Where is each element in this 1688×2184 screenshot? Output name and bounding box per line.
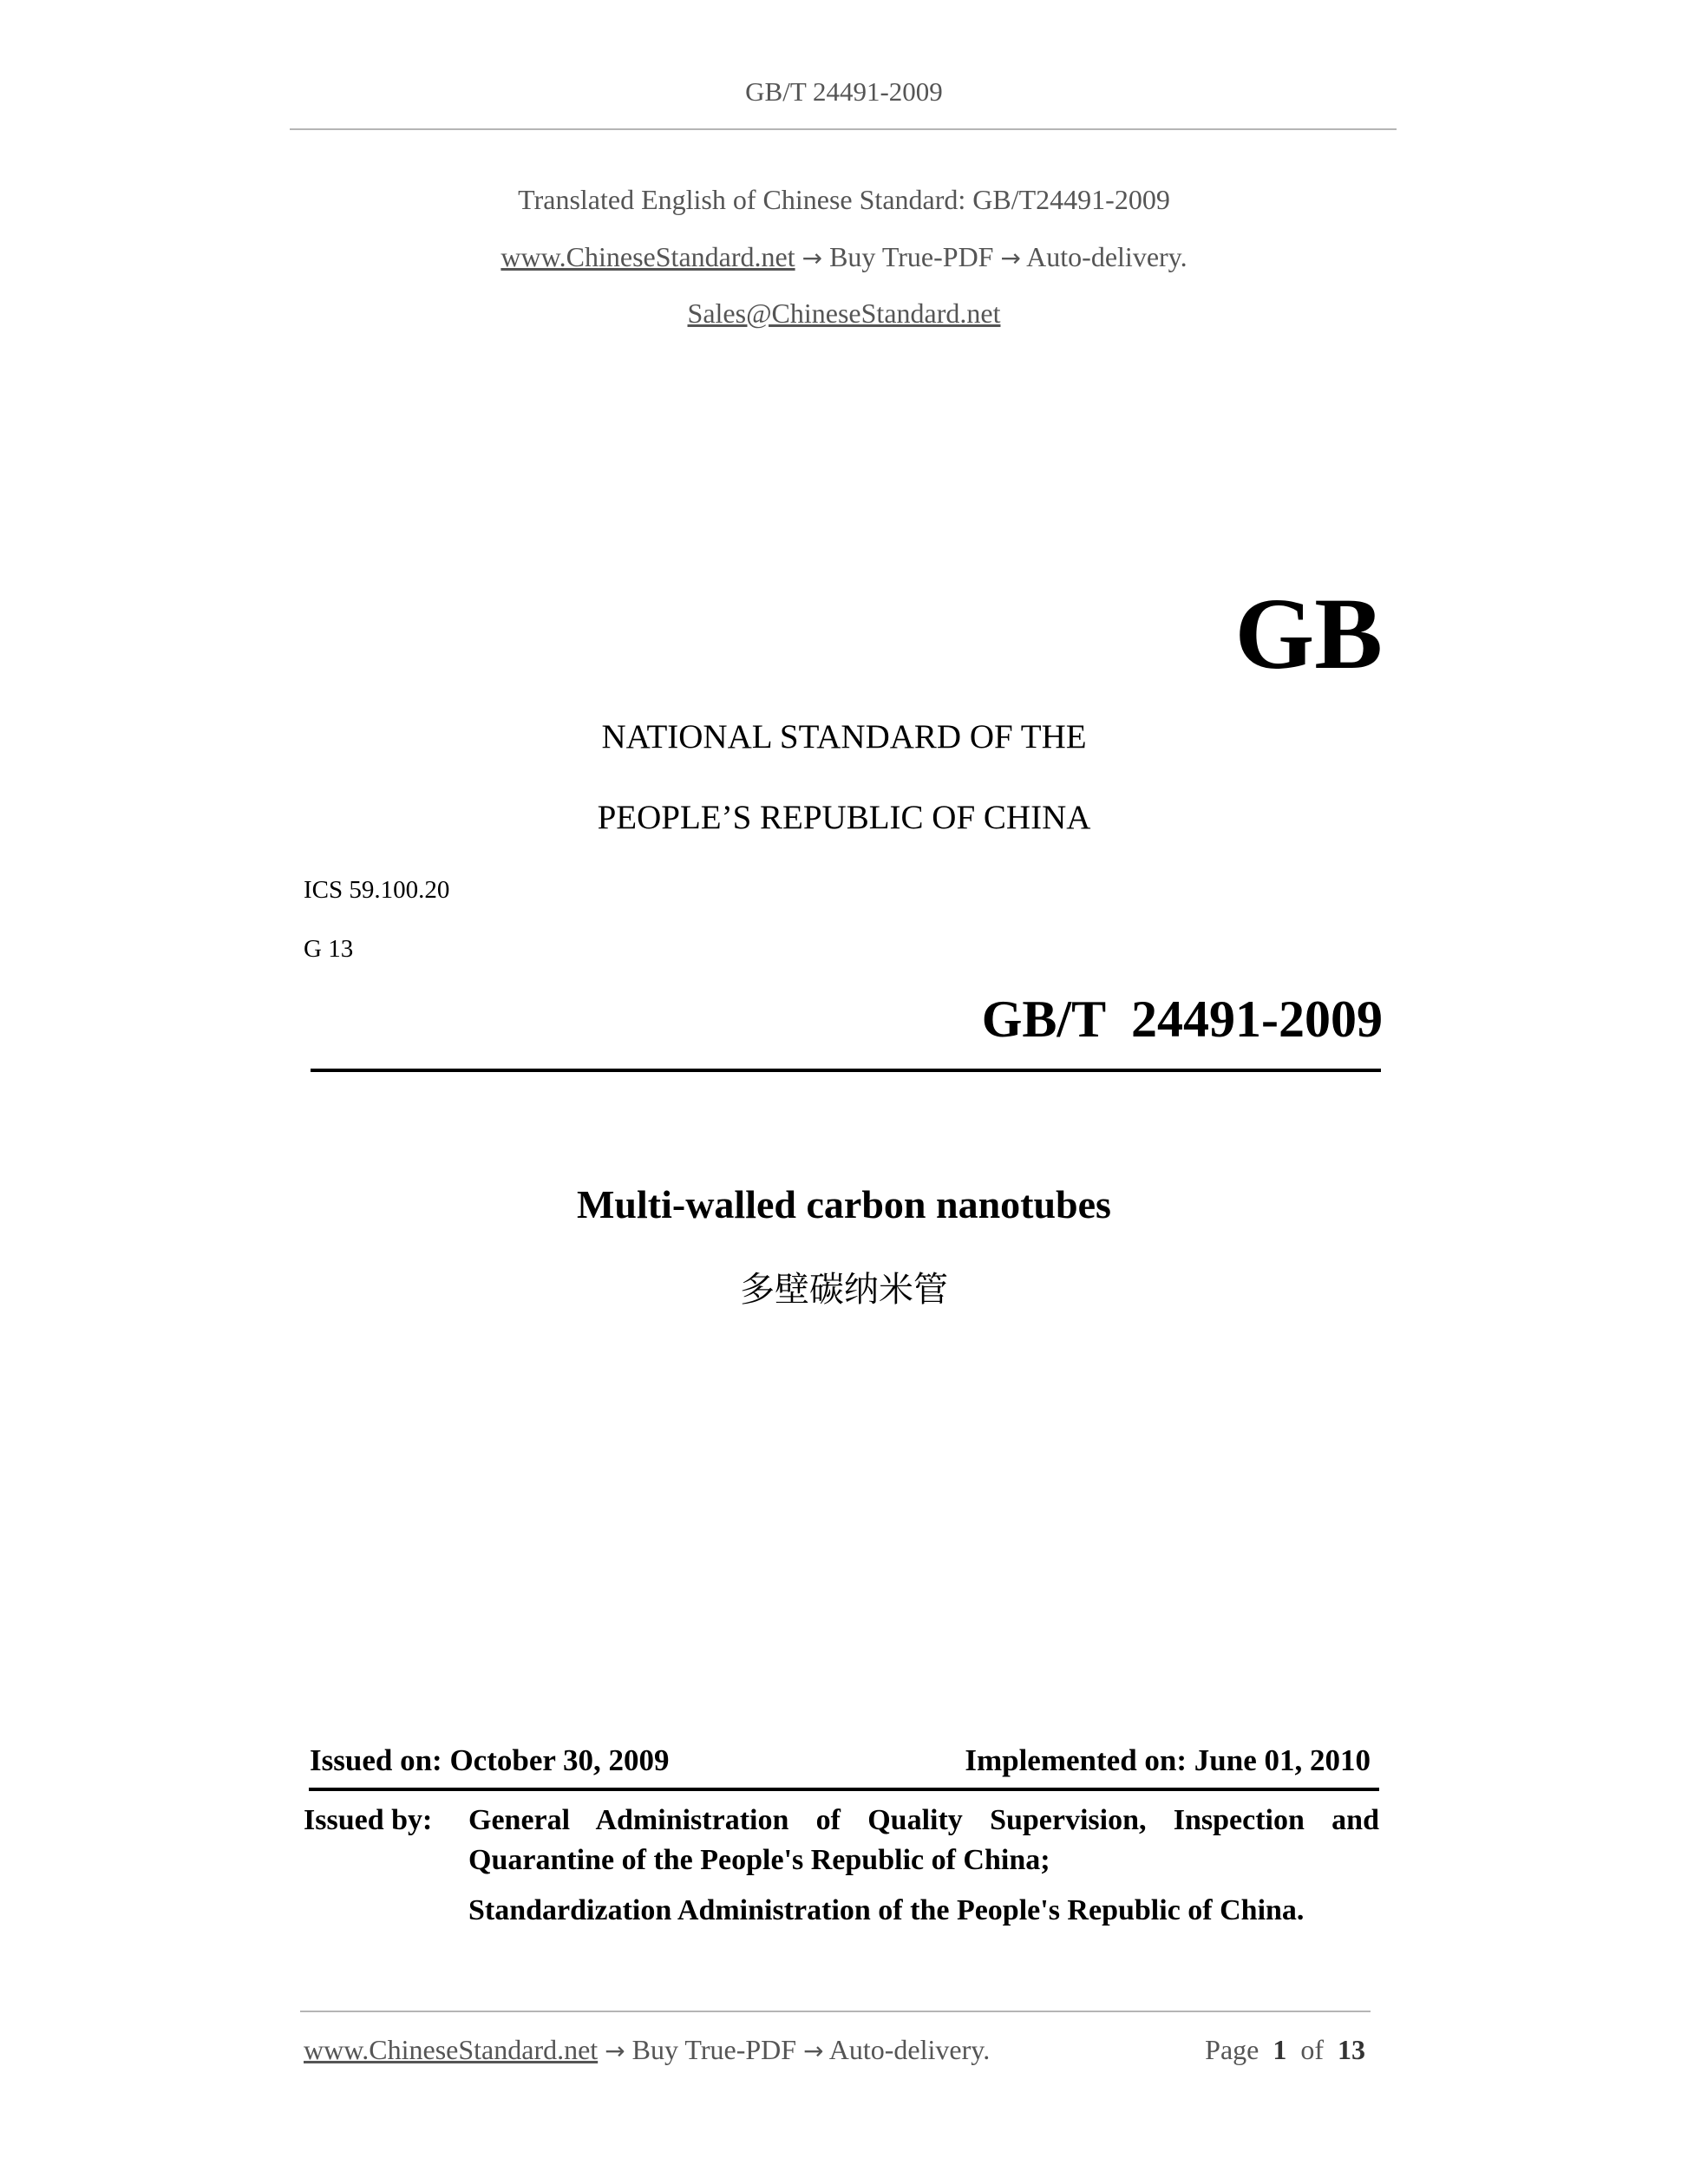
national-standard-line-2: PEOPLE’S REPUBLIC OF CHINA [597, 799, 1091, 836]
arrow-right-icon: → [1000, 244, 1021, 272]
implemented-on-date: Implemented on: June 01, 2010 [965, 1743, 1371, 1777]
issued-by-label: Issued by: [304, 1804, 433, 1836]
delivery-text: Auto-delivery. [1026, 241, 1187, 272]
page-number: 1 [1273, 2034, 1287, 2065]
arrow-right-icon: → [605, 2037, 625, 2065]
issuers [468, 1801, 1379, 1931]
translation-notice: Translated English of Chinese Standard: GB/T24491-2009 [518, 184, 1170, 215]
issued-on-date: Issued on: October 30, 2009 [310, 1743, 670, 1777]
arrow-right-icon: → [801, 244, 823, 272]
footer-rule [300, 2011, 1371, 2012]
standard-number: GB/T 24491-2009 [981, 991, 1383, 1048]
buy-text: Buy True-PDF [829, 241, 994, 272]
ics-code: ICS 59.100.20 [304, 876, 450, 904]
email-line [0, 298, 1688, 330]
national-standard-line-1: NATIONAL STANDARD OF THE [601, 718, 1087, 755]
running-header: GB/T 24491-2009 [745, 76, 943, 107]
title-english: Multi-walled carbon nanotubes [577, 1182, 1111, 1226]
footer-buy-text: Buy True-PDF [631, 2034, 797, 2065]
page-indicator [1205, 2034, 1365, 2066]
standard-number-rule [311, 1069, 1381, 1072]
issued-by-block [304, 1801, 1379, 1931]
gb-mark: GB [1234, 577, 1383, 690]
arrow-right-icon: → [803, 2037, 824, 2065]
header-rule [290, 128, 1397, 130]
site-link[interactable]: www.ChineseStandard.net [501, 241, 795, 272]
issuer-aqsiq: General Administration of Quality Supervision, Inspection and Quarantine of the People's Republic of China; [468, 1804, 1379, 1876]
email-link[interactable]: Sales@ChineseStandard.net [687, 298, 1001, 329]
purchase-line [0, 241, 1688, 273]
issuer-sac: Standardization Administration of the People's Republic of China. [468, 1894, 1305, 1926]
page-label: Page [1205, 2034, 1259, 2065]
footer-purchase-line [304, 2034, 990, 2066]
footer-delivery-text: Auto-delivery. [828, 2034, 991, 2065]
page-total: 13 [1338, 2034, 1365, 2065]
title-chinese: 多壁碳纳米管 [740, 1270, 948, 1310]
date-rule [309, 1788, 1379, 1791]
of-label: of [1300, 2034, 1324, 2065]
classification-code: G 13 [304, 935, 354, 963]
footer-site-link[interactable]: www.ChineseStandard.net [304, 2034, 599, 2065]
